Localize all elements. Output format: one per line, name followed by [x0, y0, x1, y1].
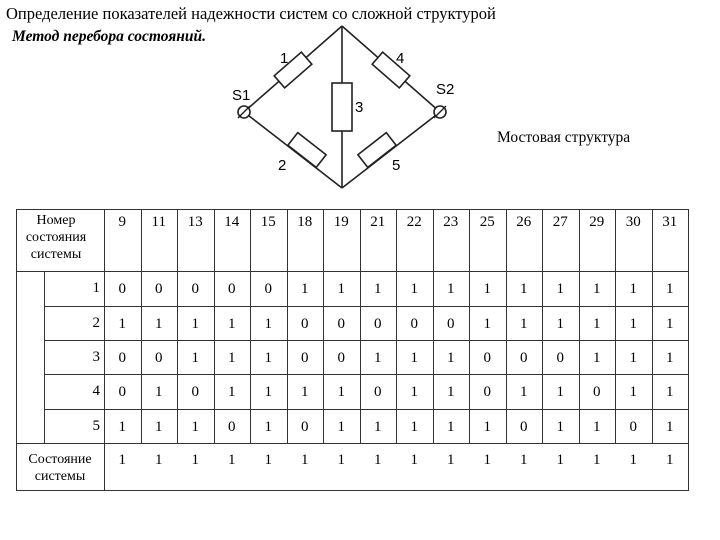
- element-state-cell: 1: [301, 383, 309, 400]
- element-state-cell: 0: [301, 418, 309, 435]
- element-state-cell: 0: [556, 349, 564, 366]
- element-state-cell: 1: [228, 349, 236, 366]
- state-number-cell: 19: [333, 213, 349, 230]
- element-state-cell: 1: [447, 280, 455, 297]
- element-state-cell: 0: [374, 383, 382, 400]
- element-state-cell: 1: [228, 383, 236, 400]
- element-state-cell: 1: [191, 315, 199, 332]
- sink-label: S2: [436, 81, 455, 98]
- element-state-cell: 1: [118, 418, 126, 435]
- element-state-cell: 1: [301, 280, 309, 297]
- element-state-cell: 1: [666, 315, 674, 332]
- state-number-cell: 23: [443, 213, 459, 230]
- element-state-cell: 1: [191, 418, 199, 435]
- state-number-cell: 31: [662, 213, 678, 230]
- state-number-cell: 18: [297, 213, 313, 230]
- element-state-cell: 1: [629, 383, 637, 400]
- state-number-cell: 29: [589, 213, 605, 230]
- state-number-cell: 9: [118, 213, 126, 230]
- element-state-cell: 1: [264, 315, 272, 332]
- element-state-cell: 1: [374, 418, 382, 435]
- element-state-cell: 0: [118, 349, 126, 366]
- element-state-cell: 1: [629, 280, 637, 297]
- element-state-cell: 1: [264, 418, 272, 435]
- element-state-cell: 1: [410, 383, 418, 400]
- element-state-cell: 0: [337, 349, 345, 366]
- element-state-cell: 1: [264, 383, 272, 400]
- element-state-cell: 1: [593, 280, 601, 297]
- element-state-cell: 1: [520, 315, 528, 332]
- element-state-cell: 1: [337, 280, 345, 297]
- element-state-cell: 0: [264, 280, 272, 297]
- state-number-cell: 11: [151, 213, 166, 230]
- source-label: S1: [232, 87, 251, 104]
- element-state-cell: 1: [155, 418, 163, 435]
- element-state-cell: 1: [155, 383, 163, 400]
- element-state-cell: 1: [191, 349, 199, 366]
- element-state-cell: 0: [374, 315, 382, 332]
- element-state-cell: 0: [228, 280, 236, 297]
- element-state-cell: 0: [629, 418, 637, 435]
- element-state-cell: 1: [228, 315, 236, 332]
- element-state-cell: 1: [483, 315, 491, 332]
- element-state-cell: 0: [118, 383, 126, 400]
- element-state-cell: 0: [520, 418, 528, 435]
- element-state-cell: 1: [447, 418, 455, 435]
- system-state-cell: 1: [447, 451, 455, 468]
- element-row-label: 5: [92, 418, 100, 434]
- element-row-label: 4: [92, 383, 100, 399]
- element-state-cell: 1: [447, 349, 455, 366]
- element-state-cell: 0: [483, 349, 491, 366]
- element-state-cell: 1: [520, 383, 528, 400]
- state-number-cell: 26: [516, 213, 532, 230]
- element-state-cell: 0: [155, 349, 163, 366]
- element-state-cell: 0: [118, 280, 126, 297]
- element-label-4: 4: [396, 50, 405, 67]
- element-label-2: 2: [278, 157, 287, 174]
- element-state-cell: 1: [374, 280, 382, 297]
- element-label-3: 3: [355, 99, 364, 116]
- element-label-1: 1: [280, 50, 289, 67]
- state-number-cell: 21: [370, 213, 386, 230]
- element-state-cell: 1: [666, 383, 674, 400]
- state-number-cell: 22: [406, 213, 422, 230]
- element-state-cell: 0: [337, 315, 345, 332]
- state-number-cell: 15: [260, 213, 276, 230]
- element-state-cell: 0: [483, 383, 491, 400]
- diagram-caption: Мостовая структура: [497, 129, 631, 146]
- element-state-cell: 0: [301, 349, 309, 366]
- element-state-cell: 0: [301, 315, 309, 332]
- system-state-cell: 1: [228, 451, 236, 468]
- system-state-cell: 1: [410, 451, 418, 468]
- element-state-cell: 0: [593, 383, 601, 400]
- system-state-cell: 1: [191, 451, 199, 468]
- element-state-cell: 1: [593, 315, 601, 332]
- element-state-cell: 1: [410, 349, 418, 366]
- element-row-label: 3: [92, 349, 100, 365]
- state-number-cell: 14: [224, 213, 240, 230]
- element-state-cell: 1: [118, 315, 126, 332]
- state-number-cell: 27: [552, 213, 568, 230]
- element-label-5: 5: [392, 157, 401, 174]
- method-subtitle: Метод перебора состояний.: [12, 28, 207, 45]
- element-state-cell: 1: [337, 418, 345, 435]
- system-state-cell: 1: [520, 451, 528, 468]
- system-state-cell: 1: [483, 451, 491, 468]
- element-row-label: 1: [92, 280, 100, 296]
- element-state-cell: 0: [410, 315, 418, 332]
- system-state-cell: 1: [666, 451, 674, 468]
- system-state-cell: 1: [301, 451, 309, 468]
- element-state-cell: 1: [593, 418, 601, 435]
- element-state-cell: 1: [556, 280, 564, 297]
- element-state-cell: 1: [666, 349, 674, 366]
- element-state-cell: 1: [337, 383, 345, 400]
- element-state-cell: 0: [191, 280, 199, 297]
- system-state-cell: 1: [155, 451, 163, 468]
- system-state-cell: 1: [264, 451, 272, 468]
- system-state-cell: 1: [337, 451, 345, 468]
- element-state-cell: 1: [593, 349, 601, 366]
- element-state-cell: 1: [666, 280, 674, 297]
- element-state-cell: 0: [520, 349, 528, 366]
- state-number-cell: 25: [479, 213, 495, 230]
- element-state-cell: 1: [556, 383, 564, 400]
- element-state-cell: 0: [155, 280, 163, 297]
- element-state-cell: 0: [191, 383, 199, 400]
- state-number-cell: 30: [625, 213, 641, 230]
- element-state-cell: 0: [447, 315, 455, 332]
- system-state-cell: 1: [629, 451, 637, 468]
- element-state-cell: 1: [556, 315, 564, 332]
- element-state-cell: 1: [483, 280, 491, 297]
- element-state-cell: 1: [556, 418, 564, 435]
- system-state-cell: 1: [593, 451, 601, 468]
- element-state-cell: 1: [629, 349, 637, 366]
- element-state-cell: 1: [629, 315, 637, 332]
- element-state-cell: 1: [374, 349, 382, 366]
- element-state-cell: 1: [483, 418, 491, 435]
- element-state-cell: 1: [264, 349, 272, 366]
- state-number-cell: 13: [187, 213, 203, 230]
- system-state-cell: 1: [374, 451, 382, 468]
- element-state-cell: 1: [447, 383, 455, 400]
- element-row-label: 2: [92, 315, 100, 331]
- element-state-cell: 0: [228, 418, 236, 435]
- element-state-cell: 1: [410, 280, 418, 297]
- element-state-cell: 1: [155, 315, 163, 332]
- page-title: Определение показателей надежности систем со сложной структурой: [6, 4, 496, 23]
- system-state-label: Состояние системы: [28, 452, 92, 484]
- system-state-cell: 1: [556, 451, 564, 468]
- system-state-cell: 1: [118, 451, 126, 468]
- state-number-header: Номер состояния системы: [25, 213, 87, 262]
- element-state-cell: 1: [520, 280, 528, 297]
- element-state-cell: 1: [666, 418, 674, 435]
- element-state-cell: 1: [410, 418, 418, 435]
